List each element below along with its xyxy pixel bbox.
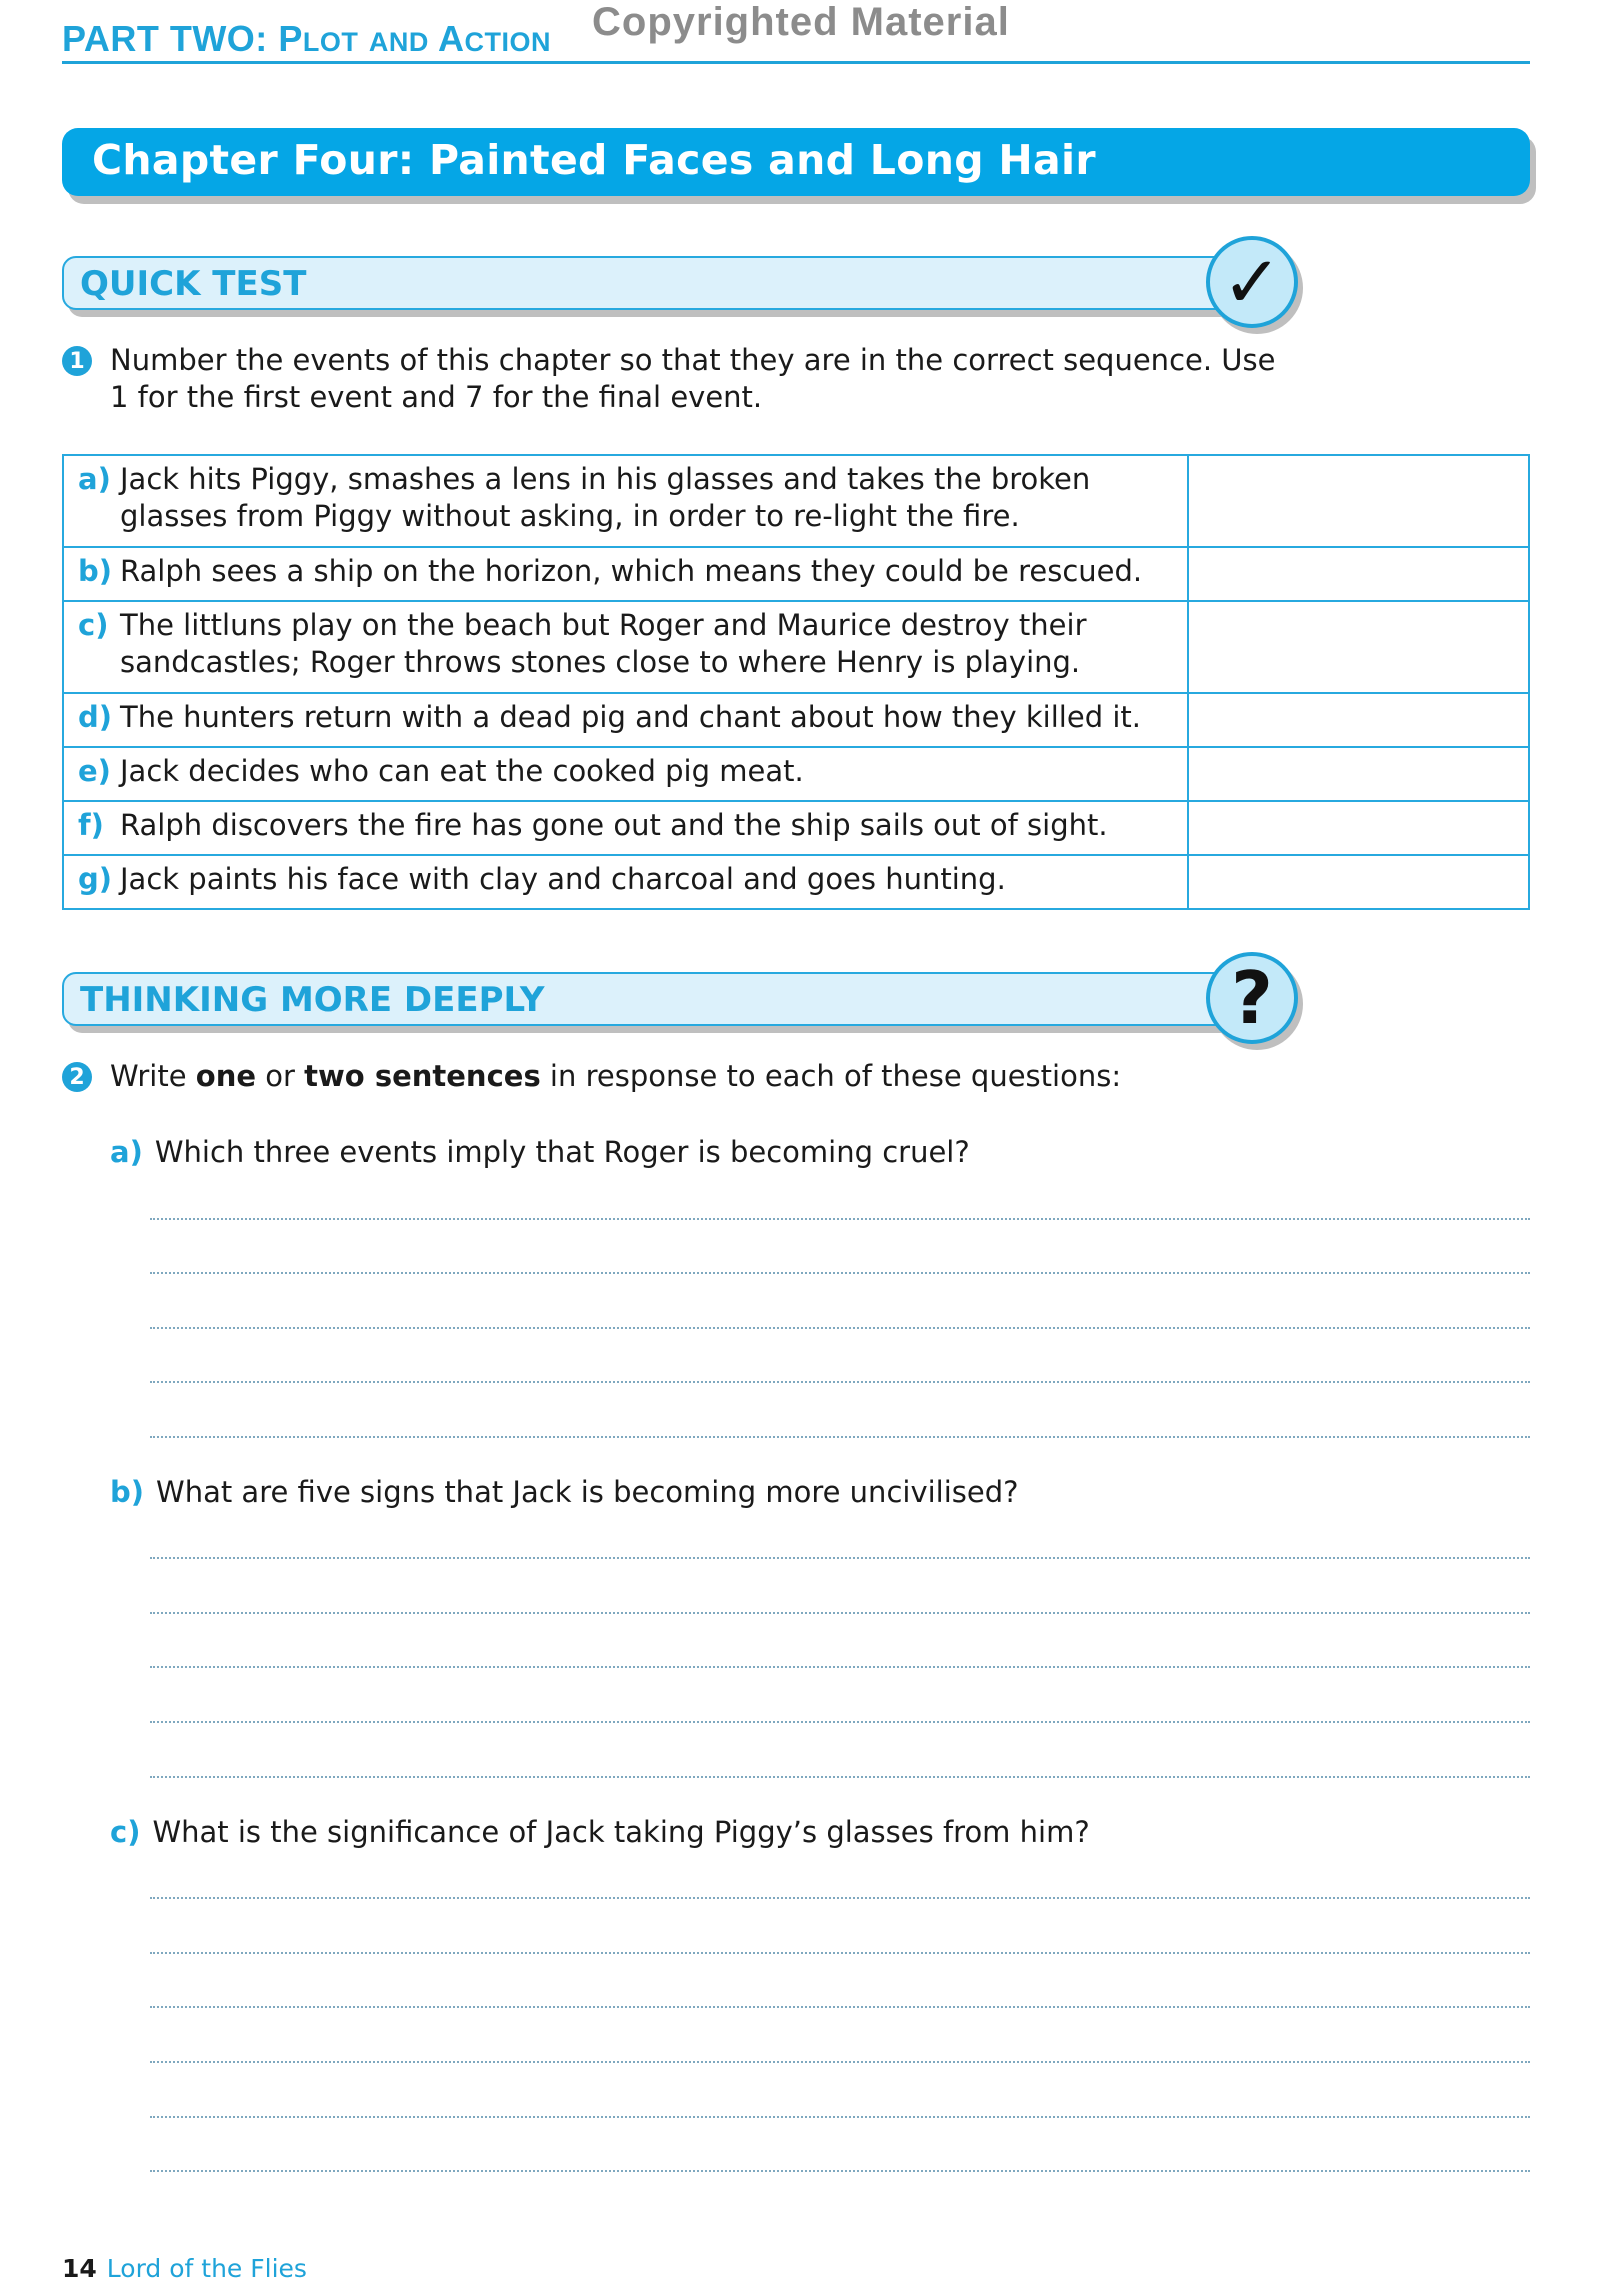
answer-box[interactable]: [1188, 801, 1529, 855]
answer-line[interactable]: [150, 1776, 1530, 1778]
part-title-and: AND: [368, 27, 429, 57]
answer-line[interactable]: [150, 1952, 1530, 1954]
event-text: Ralph discovers the fire has gone out and the ship sails out of sight.: [120, 808, 1108, 842]
checkmark-icon: ✓: [1206, 236, 1298, 328]
table-row: [63, 601, 1529, 693]
answer-box[interactable]: [1188, 455, 1529, 547]
question-1-instruction: Number the events of this chapter so that they are in the correct sequence. Use 1 for the first event and 7 for the final event.: [110, 343, 1276, 414]
thinking-deeply-title: THINKING MORE DEEPLY: [80, 980, 545, 1020]
answer-line[interactable]: [150, 1897, 1530, 1899]
part-title-action: ACTION: [438, 18, 552, 59]
question-mark-icon: ?: [1206, 952, 1298, 1044]
sub-question-text: Which three events imply that Roger is becoming cruel?: [154, 1135, 970, 1169]
table-row: [63, 855, 1529, 909]
answer-line[interactable]: [150, 1272, 1530, 1274]
event-text: Ralph sees a ship on the horizon, which means they could be rescued.: [120, 554, 1143, 588]
table-row: [63, 547, 1529, 601]
page-number: 14: [62, 2254, 97, 2283]
event-cell: [63, 547, 1188, 601]
part-header: [62, 0, 1530, 64]
answer-box[interactable]: [1188, 601, 1529, 693]
table-row: [63, 455, 1529, 547]
event-text: The hunters return with a dead pig and chant about how they killed it.: [120, 700, 1141, 734]
sub-question-label: b): [110, 1475, 145, 1509]
answer-line[interactable]: [150, 1436, 1530, 1438]
sub-question-text: What is the significance of Jack taking Piggy’s glasses from him?: [152, 1815, 1090, 1849]
quick-test-header: [62, 256, 1242, 310]
event-label: b): [78, 554, 113, 588]
event-label: a): [78, 462, 111, 496]
answer-box[interactable]: [1188, 693, 1529, 747]
event-label: g): [78, 862, 113, 896]
book-title: Lord of the Flies: [106, 2254, 307, 2283]
answer-box[interactable]: [1188, 747, 1529, 801]
question-1-intro: [62, 342, 1302, 416]
table-row: [63, 693, 1529, 747]
sub-question-c: [110, 1814, 1090, 1851]
event-text: Jack paints his face with clay and charcoal and goes hunting.: [120, 862, 1006, 896]
sub-question-label: a): [110, 1135, 143, 1169]
answer-box[interactable]: [1188, 855, 1529, 909]
event-label: f): [78, 808, 104, 842]
answer-line[interactable]: [150, 1218, 1530, 1220]
event-text: The littluns play on the beach but Roger and Maurice destroy their sandcastles; Roger throws stones close to where Henry is playing.: [120, 608, 1087, 679]
sub-question-label: c): [110, 1815, 141, 1849]
chapter-title: Chapter Four: Painted Faces and Long Hair: [92, 136, 1096, 184]
answer-line[interactable]: [150, 1612, 1530, 1614]
event-cell: [63, 455, 1188, 547]
event-label: e): [78, 754, 111, 788]
answer-line[interactable]: [150, 2116, 1530, 2118]
part-title-plot: PLOT: [278, 18, 359, 59]
sub-question-text: What are five signs that Jack is becoming more uncivilised?: [156, 1475, 1019, 1509]
event-cell: [63, 693, 1188, 747]
thinking-deeply-header: [62, 972, 1242, 1026]
page-footer: [62, 2254, 307, 2283]
event-cell: [63, 747, 1188, 801]
answer-line[interactable]: [150, 2061, 1530, 2063]
answer-line[interactable]: [150, 1381, 1530, 1383]
answer-line[interactable]: [150, 1557, 1530, 1559]
answer-line[interactable]: [150, 2170, 1530, 2172]
sequence-table: [62, 454, 1530, 910]
answer-line[interactable]: [150, 2006, 1530, 2008]
event-label: c): [78, 608, 109, 642]
event-cell: [63, 855, 1188, 909]
copyright-watermark: Copyrighted Material: [592, 0, 1010, 44]
part-title: [62, 18, 551, 60]
chapter-banner: [62, 128, 1530, 196]
answer-line[interactable]: [150, 1666, 1530, 1668]
event-cell: [63, 801, 1188, 855]
answer-line[interactable]: [150, 1721, 1530, 1723]
sub-question-a: [110, 1134, 970, 1171]
question-2-intro: [62, 1058, 1302, 1095]
question-number-badge: 1: [62, 346, 92, 376]
question-2-instruction: Write one or two sentences in response to each of these questions:: [110, 1059, 1122, 1093]
event-label: d): [78, 700, 113, 734]
sub-question-b: [110, 1474, 1019, 1511]
question-number-badge: 2: [62, 1062, 92, 1092]
quick-test-title: QUICK TEST: [80, 264, 307, 304]
part-title-bold: PART TWO:: [62, 18, 268, 59]
table-row: [63, 747, 1529, 801]
answer-box[interactable]: [1188, 547, 1529, 601]
event-text: Jack decides who can eat the cooked pig meat.: [120, 754, 804, 788]
event-cell: [63, 601, 1188, 693]
event-text: Jack hits Piggy, smashes a lens in his glasses and takes the broken glasses from Piggy without asking, in order to re-light the fire.: [120, 462, 1091, 533]
table-row: [63, 801, 1529, 855]
answer-line[interactable]: [150, 1327, 1530, 1329]
